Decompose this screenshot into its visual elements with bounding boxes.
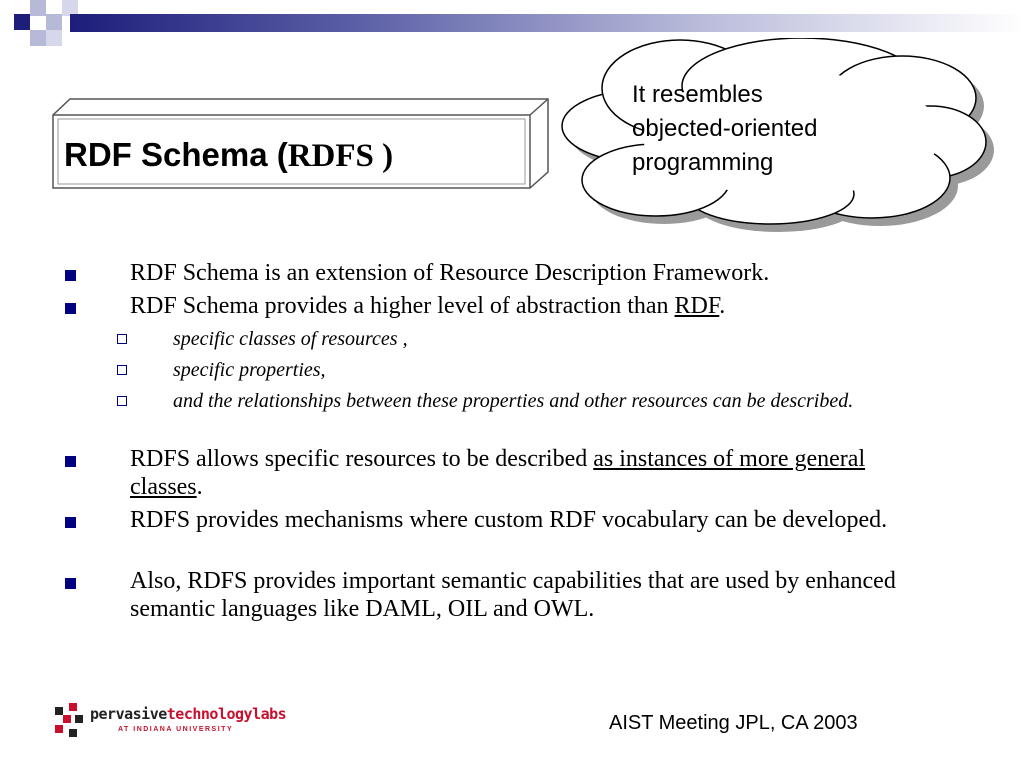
hollow-square-icon (117, 334, 127, 344)
sub-bullet-text: specific classes of resources , (173, 328, 408, 350)
title-text-serif: RDFS ) (287, 138, 394, 174)
logo-text-red: technologylabs (166, 705, 287, 723)
list-item (130, 292, 930, 320)
callout-line: It resembles (632, 81, 763, 108)
hollow-square-icon (117, 396, 127, 406)
sub-bullet-text: and the relationships between these properties and other resources can be described. (173, 390, 854, 412)
list-item (130, 506, 930, 534)
page-title (64, 136, 393, 175)
header-square (30, 0, 46, 16)
bullet-text: RDF Schema is an extension of Resource Description Framework. (130, 260, 770, 286)
logo-text-dark: pervasive (90, 705, 167, 723)
bullet-text: . (719, 293, 726, 319)
logo-subtitle: AT INDIANA UNIVERSITY (118, 726, 234, 733)
title-text-sans: RDF Schema ( (64, 136, 288, 173)
rdf-link[interactable]: RDF (674, 293, 720, 319)
bullet-text: RDFS provides mechanisms where custom RDF vocabulary can be developed. (130, 507, 888, 533)
bullet-square-icon (65, 517, 76, 528)
bullet-text: Also, RDFS provides important semantic capabilities that are used by enhanced semantic languages like DAML, OIL and OWL. (130, 568, 896, 622)
hollow-square-icon (117, 365, 127, 375)
sub-list-item (173, 328, 953, 351)
general-classes-link[interactable]: as instances of more general classes (130, 446, 866, 500)
callout-line: objected-oriented (632, 115, 818, 142)
bullet-square-icon (65, 303, 76, 314)
callout-text (632, 78, 892, 180)
sub-bullet-text: specific properties, (173, 359, 326, 381)
bullet-text: . (196, 474, 203, 500)
header-square (30, 30, 46, 46)
logo-wordmark (90, 705, 286, 723)
list-item (130, 259, 930, 287)
bullet-text: RDF Schema provides a higher level of abstraction than (130, 293, 675, 319)
bullet-square-icon (65, 578, 76, 589)
list-item (130, 567, 930, 623)
callout-line: programming (632, 149, 774, 176)
header-square (46, 14, 62, 30)
bullet-square-icon (65, 270, 76, 281)
footer-text: AIST Meeting JPL, CA 2003 (609, 712, 858, 734)
bullet-square-icon (65, 456, 76, 467)
list-item (130, 445, 930, 501)
header-square (14, 14, 30, 30)
header-square (46, 30, 62, 46)
bullet-text: RDFS allows specific resources to be described (130, 446, 594, 472)
header-gradient-bar (70, 14, 1024, 32)
sub-list-item (173, 359, 953, 382)
sub-list-item (173, 390, 953, 413)
